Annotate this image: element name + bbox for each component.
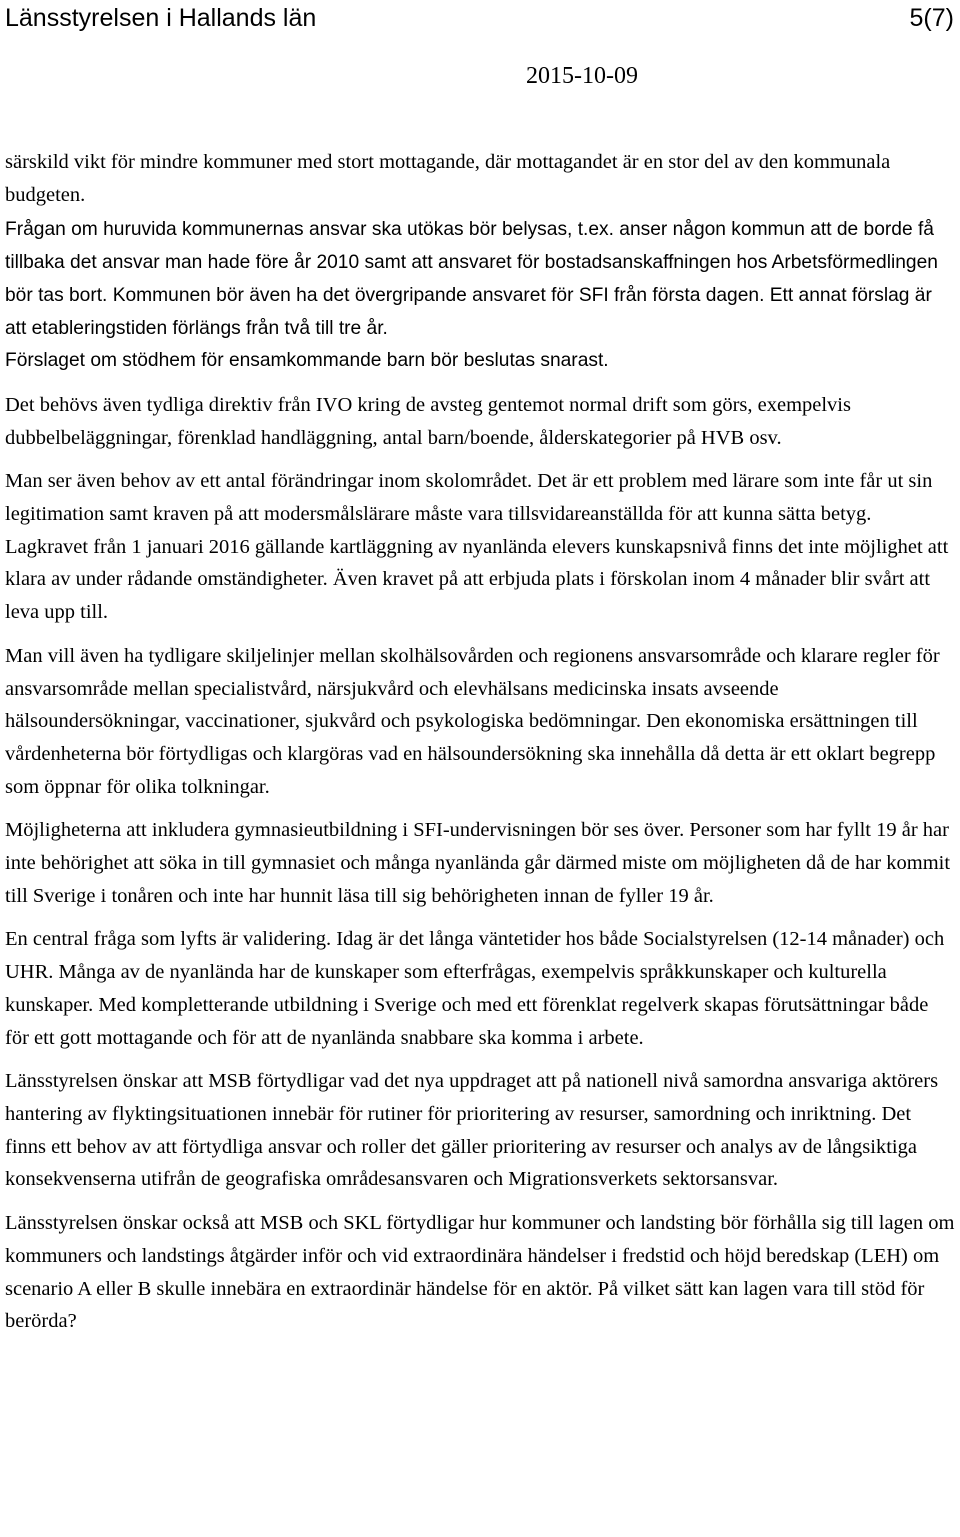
document-body: [5, 146, 955, 1338]
paragraph-8: En central fråga som lyfts är validering. Idag är det långa väntetider hos både Socialstyrelsen (12-14 månader) och UHR. Många av de nyanlända har de kunskaper som efterfrågas, exempelvis språkkunskaper och kulturella kunskaper. Med kompletterande utbildning i Sverige och med ett förenklat regelverk skapas förutsättningar både för ett gott mottagande och för att de nyanlända snabbare ska komma i arbete.: [5, 928, 945, 1049]
paragraph-7: Möjligheterna att inkludera gymnasieutbildning i SFI-undervisningen bör ses över. Personer som har fyllt 19 år har inte behörighet att söka in till gymnasiet och många nyanlända går därmed miste om möjligheten då de har kommit till Sverige i tonåren och inte har hunnit läsa till sig behörigheten innan de fyller 19 år.: [5, 819, 951, 907]
paragraph-2: Frågan om huruvida kommunernas ansvar ska utökas bör belysas, t.ex. anser någon kommun att de borde få tillbaka det ansvar man hade före år 2010 samt att ansvaret för bostadsanskaffningen hos Arbetsförmedlingen bör tas bort. Kommunen bör även ha det övergripande ansvaret för SFI från första dagen. Ett annat förslag är att etableringstiden förlängs från två till tre år.: [5, 219, 938, 339]
paragraph-3: Förslaget om stödhem för ensamkommande barn bör beslutas snarast.: [5, 350, 609, 372]
paragraph-5: Man ser även behov av ett antal förändringar inom skolområdet. Det är ett problem med lärare som inte får ut sin legitimation samt kraven på att modersmålslärare måste vara tillsvidareanställda för att kunna sätta betyg. Lagkravet från 1 januari 2016 gällande kartläggning av nyanlända elevers kunskapsnivå finns det inte möjlighet att klara av under rådande omständigheter. Även kravet på att erbjuda plats i förskolan inom 4 månader blir svårt att leva upp till.: [5, 470, 949, 624]
paragraph-6: Man vill även ha tydligare skiljelinjer mellan skolhälsovården och regionens ansvarsområde och klarare regler för ansvarsområde mellan specialistvård, närsjukvård och elevhälsans medicinska insats avseende hälsoundersökningar, vaccinationer, sjukvård och psykologiska bedömningar. Den ekonomiska ersättningen till vårdenheterna bör förtydligas och klargöras vad en hälsoundersökning ska innehålla då detta är ett oklart begrepp som öppnar för olika tolkningar.: [5, 644, 940, 798]
organization-name: Länsstyrelsen i Hallands län: [5, 4, 317, 32]
paragraph-1: särskild vikt för mindre kommuner med stort mottagande, där mottagandet är en stor del av den kommunala budgeten.: [5, 151, 891, 206]
paragraph-10: Länsstyrelsen önskar också att MSB och SKL förtydligar hur kommuner och landsting bör förhålla sig till lagen om kommuners och landstings åtgärder inför och vid extraordinära händelser i fredstid och höjd beredskap (LEH) om scenario A eller B skulle innebära en extraordinär händelse för en aktör. På vilket sätt kan lagen vara till stöd för berörda?: [5, 1212, 955, 1333]
paragraph-4: Det behövs även tydliga direktiv från IVO kring de avsteg gentemot normal drift som görs, exempelvis dubbelbeläggningar, förenklad handläggning, antal barn/boende, ålderskategorier på HVB osv.: [5, 393, 851, 449]
document-date: 2015-10-09: [526, 63, 638, 89]
page-number: 5(7): [909, 4, 954, 32]
paragraph-9: Länsstyrelsen önskar att MSB förtydligar vad det nya uppdraget att på nationell nivå samordna ansvariga aktörers hantering av flyktingsituationen innebär för rutiner för prioritering av resurser, samordning och inriktning. Det finns ett behov av att förtydliga ansvar och roller det gäller prioritering av resurser och analys av de långsiktiga konsekvenserna utifrån de geografiska områdesansvaren och Migrationsverkets sektorsansvar.: [5, 1070, 939, 1191]
